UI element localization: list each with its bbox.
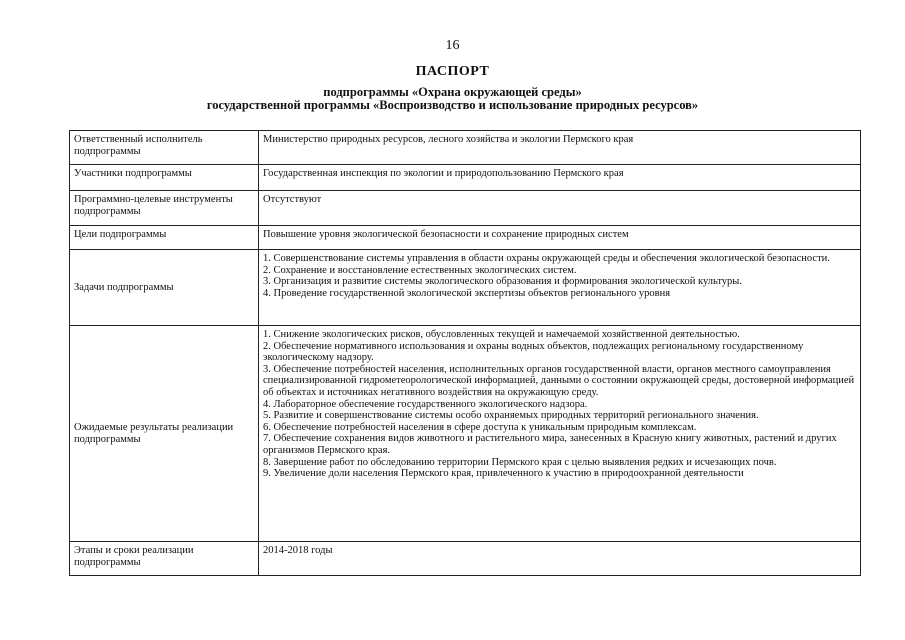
subtitle-line-2: государственной программы «Воспроизводство и использование природных ресурсов» xyxy=(206,98,699,112)
table-row-participants xyxy=(70,165,861,191)
row-value-item: 7. Обеспечение сохранения видов животного и растительного мира, занесенных в Красную книгу животных, растений и других организмов Пермского края. xyxy=(263,433,837,456)
table-row-goals xyxy=(70,226,861,250)
row-value-item: 2014-2018 годы xyxy=(263,545,333,556)
row-value-item: 2. Обеспечение нормативного использования и охраны водных объектов, подлежащих региональному государственному экологическому надзору. xyxy=(263,340,804,364)
row-label: Этапы и сроки реализации подпрограммы xyxy=(70,542,259,576)
row-value-item: 1. Снижение экологических рисков, обусловленных текущей и намечаемой хозяйственной деятельностью. xyxy=(263,329,740,340)
row-value-item: 3. Организация и развитие системы экологического образования и формирования экологической культуры. xyxy=(263,276,742,288)
row-value xyxy=(259,326,861,542)
row-value-item: 9. Увеличение доли населения Пермского края, привлеченного к участию в природоохранной деятельности xyxy=(263,468,744,480)
row-value xyxy=(259,542,861,576)
row-value-item: 2. Сохранение и восстановление естественных экологических систем. xyxy=(263,264,577,276)
row-value-item: Повышение уровня экологической безопасности и сохранение природных систем xyxy=(263,229,629,240)
row-value-item: 6. Обеспечение потребностей населения в сфере доступа к уникальным природным комплексам. xyxy=(263,421,697,433)
row-label: Участники подпрограммы xyxy=(70,165,259,191)
subtitle-line-1: подпрограммы «Охрана окружающей среды» xyxy=(323,85,582,99)
row-value-item: 5. Развитие и совершенствование системы особо охраняемых природных территорий регионального значения. xyxy=(263,410,759,422)
passport-table xyxy=(69,130,861,576)
row-value-item: 8. Завершение работ по обследованию территории Пермского края с целью выявления редких и исчезающих почв. xyxy=(263,456,777,468)
row-value-item: Отсутствуют xyxy=(263,194,322,205)
table-row-tasks xyxy=(70,250,861,326)
row-value xyxy=(259,250,861,326)
table-row-expected-results xyxy=(70,326,861,542)
row-label: Ответственный исполнитель подпрограммы xyxy=(70,131,259,165)
row-value-item: 3. Обеспечение потребностей населения, исполнительных органов государственной власти, органов местного самоуправления специализированной гидрометеорологической информацией, данными о состоянии окружающей среды, достоверной информацией об объектах и источниках негативного воздействия на окружающую среду. xyxy=(263,363,855,398)
row-value-item: Государственная инспекция по экологии и природопользованию Пермского края xyxy=(263,168,624,179)
row-value-item: 1. Совершенствование системы управления в области охраны окружающей среды и обеспечения экологической безопасности. xyxy=(263,253,830,264)
row-value-item: 4. Проведение государственной экологической экспертизы объектов регионального уровня xyxy=(263,287,671,299)
row-label: Задачи подпрограммы xyxy=(70,250,259,326)
table-row-responsible xyxy=(70,131,861,165)
row-value-item: 4. Лабораторное обеспечение государственного экологического надзора. xyxy=(263,398,588,410)
row-label: Ожидаемые результаты реализации подпрограммы xyxy=(70,326,259,542)
page-number: 16 xyxy=(445,38,460,53)
document-title: ПАСПОРТ xyxy=(415,64,490,79)
row-value xyxy=(259,226,861,250)
row-value-item: Министерство природных ресурсов, лесного хозяйства и экологии Пермского края xyxy=(263,134,634,145)
row-label: Цели подпрограммы xyxy=(70,226,259,250)
row-label: Программно-целевые инструменты подпрограммы xyxy=(70,191,259,226)
row-value xyxy=(259,191,861,226)
table-row-instruments xyxy=(70,191,861,226)
row-value xyxy=(259,131,861,165)
row-value xyxy=(259,165,861,191)
document-subtitle xyxy=(0,86,905,112)
table-row-stages xyxy=(70,542,861,576)
